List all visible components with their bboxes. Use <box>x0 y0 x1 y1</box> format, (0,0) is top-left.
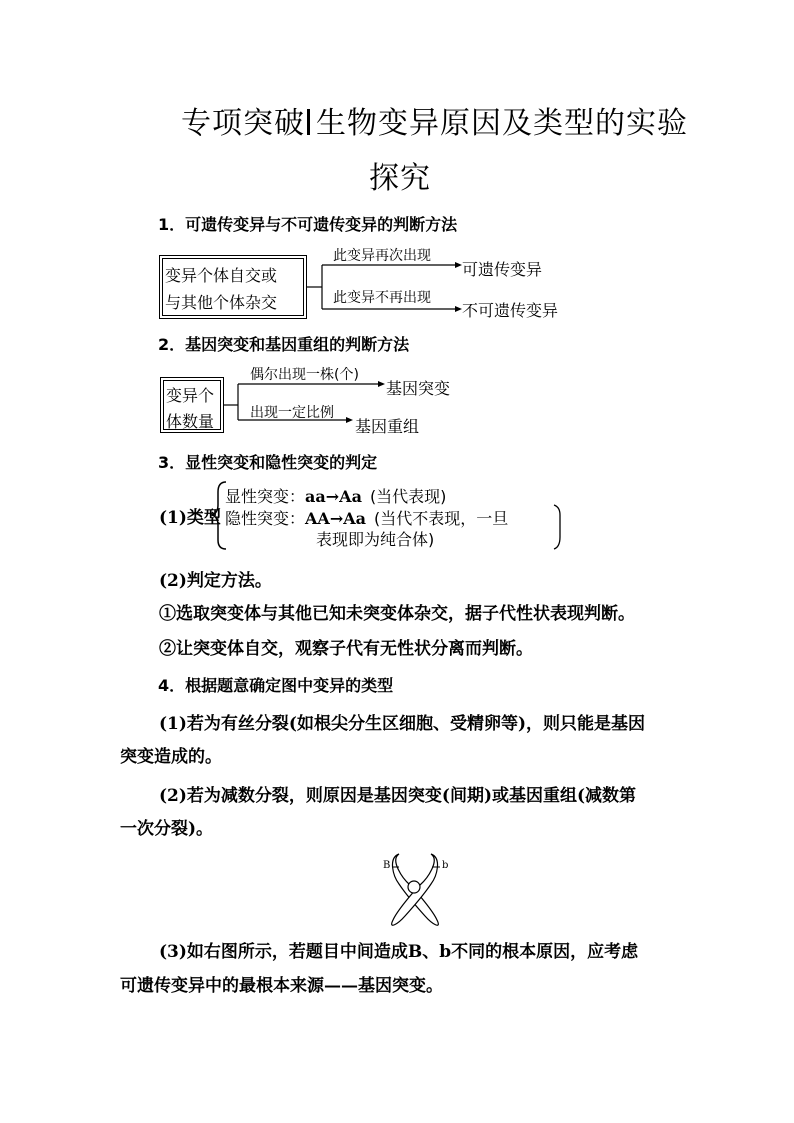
section1-branch-top-label: 此变异再次出现 <box>333 248 431 264</box>
section4-p3-line1: (3)如右图所示，若题目中间造成B、b不同的根本原因，应考虑 <box>159 942 639 962</box>
section3-method-1: ①选取突变体与其他已知未突变体杂交，据子代性状表现判断。 <box>159 604 635 624</box>
section2-branch-top-result: 基因突变 <box>386 379 451 398</box>
section1-box-line2: 与其他个体杂交 <box>165 293 278 312</box>
section2-box-line2: 体数量 <box>166 412 215 431</box>
recessive-note-line1: (当代不表现，一旦 <box>374 509 509 528</box>
recessive-formula: AA→Aa <box>305 509 367 528</box>
section4-p2-line1: (2)若为减数分裂，则原因是基因突变(间期)或基因重组(减数第 <box>159 786 637 806</box>
figure-label-b-upper: B <box>383 860 391 871</box>
section3-method-2: ②让突变体自交，观察子代有无性状分离而判断。 <box>159 639 533 659</box>
section2-branch-bottom-label: 出现一定比例 <box>250 405 334 421</box>
section1-heading: 1．可遗传变异与不可遗传变异的判断方法 <box>158 215 458 234</box>
dominant-formula: aa→Aa <box>305 487 362 506</box>
section2-box-line1: 变异个 <box>166 386 215 405</box>
section3-method-label: (2)判定方法。 <box>159 571 272 591</box>
title-prefix: 专项突破 <box>181 106 305 141</box>
page-title-line2: 探究 <box>369 161 431 196</box>
section2-heading: 2．基因突变和基因重组的判断方法 <box>158 335 410 354</box>
section1-box-line1: 变异个体自交或 <box>165 266 278 285</box>
recessive-label: 隐性突变： <box>225 509 306 528</box>
section4-p2-line2: 一次分裂)。 <box>120 819 214 839</box>
section3-heading: 3．显性突变和隐性突变的判定 <box>158 453 378 472</box>
section1-branch-top-result: 可遗传变异 <box>462 260 543 279</box>
section3-recessive-note-line2: 表现即为纯合体) <box>316 530 435 549</box>
dominant-label: 显性突变： <box>225 487 306 506</box>
section4-p1-line2: 突变造成的。 <box>120 747 222 767</box>
section2-branch-bottom-result: 基因重组 <box>355 417 420 436</box>
section1-branch-bottom-label: 此变异不再出现 <box>333 290 431 306</box>
section4-p1-line1: (1)若为有丝分裂(如根尖分生区细胞、受精卵等)，则只能是基因 <box>159 714 646 734</box>
section3-type-label: (1)类型 <box>159 508 221 528</box>
section4-heading: 4．根据题意确定图中变异的类型 <box>158 676 394 695</box>
section1-branch-bottom-result: 不可遗传变异 <box>462 301 559 320</box>
dominant-note: (当代表现) <box>369 487 447 506</box>
figure-label-b-lower: b <box>442 860 449 871</box>
title-main: 生物变异原因及类型的实验 <box>316 106 688 141</box>
section4-p3-line2: 可遗传变异中的最根本来源——基因突变。 <box>120 976 443 996</box>
section2-branch-top-label: 偶尔出现一株(个) <box>250 367 359 383</box>
